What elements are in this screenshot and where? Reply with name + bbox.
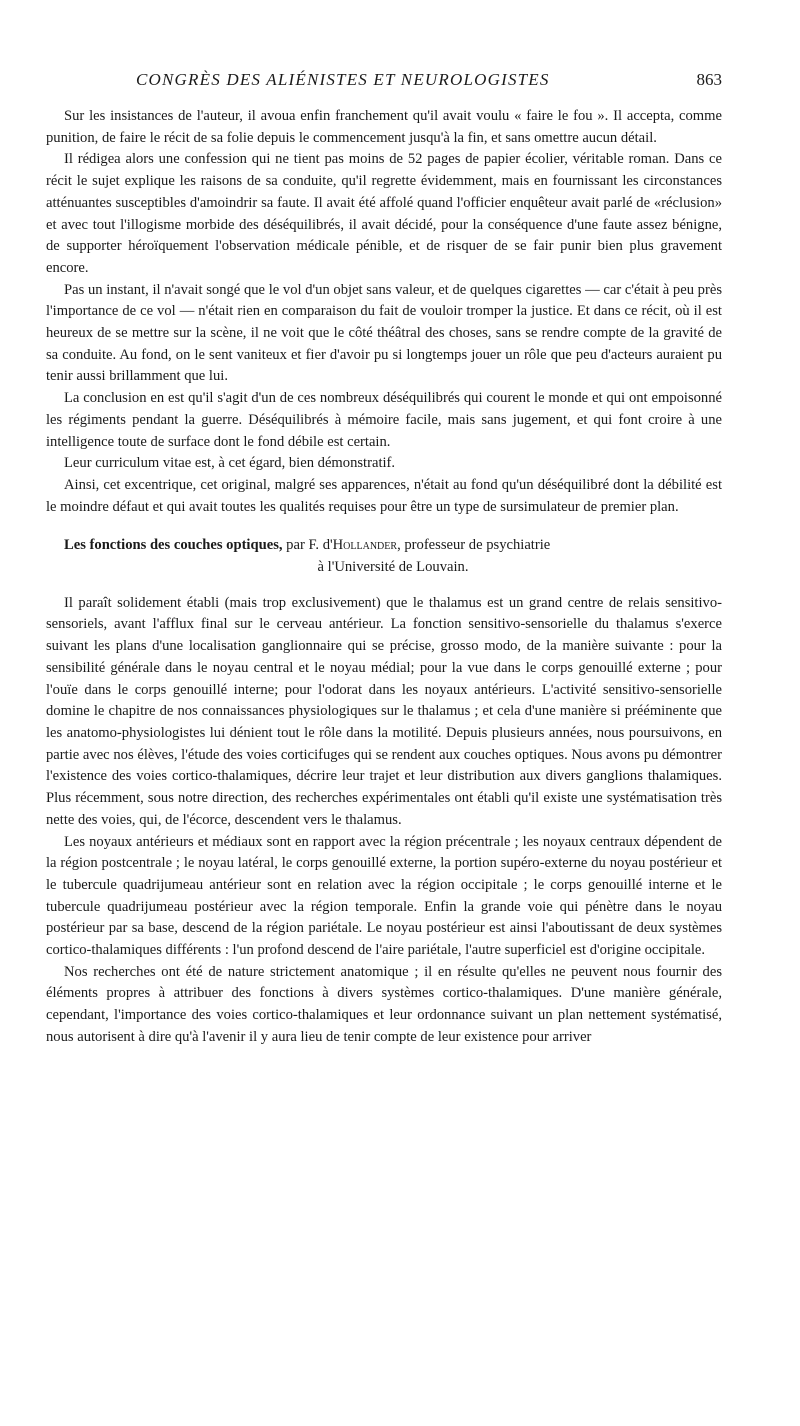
paragraph: Leur curriculum vitae est, à cet égard, bien démonstratif. xyxy=(64,455,396,472)
paragraph: Nos recherches ont été de nature strictement anatomique ; il en résulte qu'elles ne peuvent nous fournir des éléments propres à attribuer des fonctions à divers systèmes cortico-thalamiques. D'une manière générale, cependant, l'importance des voies cortico-thalamiques et leur ordonnance suivant un plan nettement systématisé, nous autorisent à dire qu'à l'avenir il y aura lieu de tenir compte de leur existence pour arriver xyxy=(46,963,722,1045)
running-header xyxy=(136,70,722,90)
author-affiliation: à l'Université de Louvain. xyxy=(317,559,469,576)
paragraph: Les noyaux antérieurs et médiaux sont en rapport avec la région précentrale ; les noyaux centraux dépendent de la région postcentrale ; le noyau latéral, le corps genouillé externe, la portion supéro-externe du noyau postérieur et le tubercule quadrijumeau antérieur sont en relation avec la région occipitale ; le corps genouillé interne et le tubercule quadrijumeau postérieur avec la région temporale. Enfin la grande voie qui pénètre dans le noyau postérieur par sa base, descend de la région pariétale. Le noyau postérieur est ainsi l'aboutissant de deux systèmes cortico-thalamiques différents : l'un profond descend de l'aire pariétale, l'autre superficiel est d'origine occipitale. xyxy=(46,833,722,959)
section-heading xyxy=(46,535,722,557)
paragraph: Pas un instant, il n'avait songé que le vol d'un objet sans valeur, et de quelques cigarettes — car c'était à peu près l'importance de ce vol — n'était rien en comparaison du fait de vouloir tromper la justice. Et dans ce récit, où il est heureux de se mettre sur la scène, il ne voit que le côté théâtral des choses, sans se rendre compte de la gravité de sa conduite. Au fond, on le sent vaniteux et fier d'avoir pu si longtemps jouer un rôle que peu d'acteurs auraient pu tenir aussi brillamment que lui. xyxy=(46,281,722,385)
author-name: Hollander xyxy=(332,537,398,554)
paragraph: Ainsi, cet excentrique, cet original, malgré ses apparences, n'était au fond qu'un déséquilibré dont la débilité est le moindre défaut et qui avait toutes les qualités requises pour être un type de sursimulateur de premier plan. xyxy=(46,476,722,515)
page-number: 863 xyxy=(696,70,722,89)
section-title: Les fonctions des couches optiques, xyxy=(64,537,283,554)
running-title: CONGRÈS DES ALIÉNISTES ET NEUROLOGISTES xyxy=(136,70,550,89)
page-body xyxy=(46,106,722,1049)
paragraph: Sur les insistances de l'auteur, il avoua enfin franchement qu'il avait voulu « faire le fou ». Il accepta, comme punition, de faire le récit de sa folie depuis le commencement jusqu'à la fin, et sans omettre aucun détail. xyxy=(46,108,722,146)
byline-prefix: par F. d' xyxy=(282,537,333,554)
paragraph: Il paraît solidement établi (mais trop exclusivement) que le thalamus est un grand centre de relais sensitivo-sensoriels, avant l'afflux final sur le cerveau antérieur. La fonction sensitivo-sensorielle du thalamus s'exerce suivant les plans d'une localisation ganglionnaire qui se précise, grosso modo, de la manière suivante : pour la sensibilité générale dans le noyau central et le noyau médial; pour la vue dans le corps genouillé externe ; pour l'ouïe dans le corps genouillé interne; pour l'odorat dans les noyaux antérieurs. L'activité sensitivo-sensorielle domine le chapitre de nos connaissances physiologiques sur le thalamus ; et cela d'une manière si prééminente que les anatomo-physiologistes lui dénient tout le rôle dans la motilité. Depuis plusieurs années, nous poursuivons, en partie avec nos élèves, l'étude des voies corticifuges qui se rendent aux couches optiques. Nous avons pu démontrer l'existence des voies cortico-thalamiques, décrire leur trajet et leur distribution aux divers ganglions thalamiques. Plus récemment, sous notre direction, des recherches expérimentales ont établi qu'il existe une systématisation très nette des voies, qui, de l'écorce, descendent vers le thalamus. xyxy=(46,594,722,828)
byline-suffix: , professeur de psychiatrie xyxy=(397,537,551,554)
paragraph: La conclusion en est qu'il s'agit d'un de ces nombreux déséquilibrés qui courent le monde et qui ont empoisonné les régiments pendant la guerre. Déséquilibrés à mémoire facile, mais sans jugement, et qui font croire à une intelligence toute de surface dont le fond débile est certain. xyxy=(46,390,722,450)
paragraph: Il rédigea alors une confession qui ne tient pas moins de 52 pages de papier écolier, véritable roman. Dans ce récit le sujet explique les raisons de sa conduite, qu'il regrette évidemment, mais en fournissant les circonstances atténuantes susceptibles d'amoindrir sa faute. Il avait été affolé quand l'officier enquêteur avait parlé de «réclusion» et avec tout l'illogisme morbide des déséquilibrés, il avait décidé, pour la conséquence d'une faute assez bénigne, de supporter héroïquement l'observation médicale pénible, et de risquer de se fair punir bien plus gravement encore. xyxy=(46,151,722,276)
